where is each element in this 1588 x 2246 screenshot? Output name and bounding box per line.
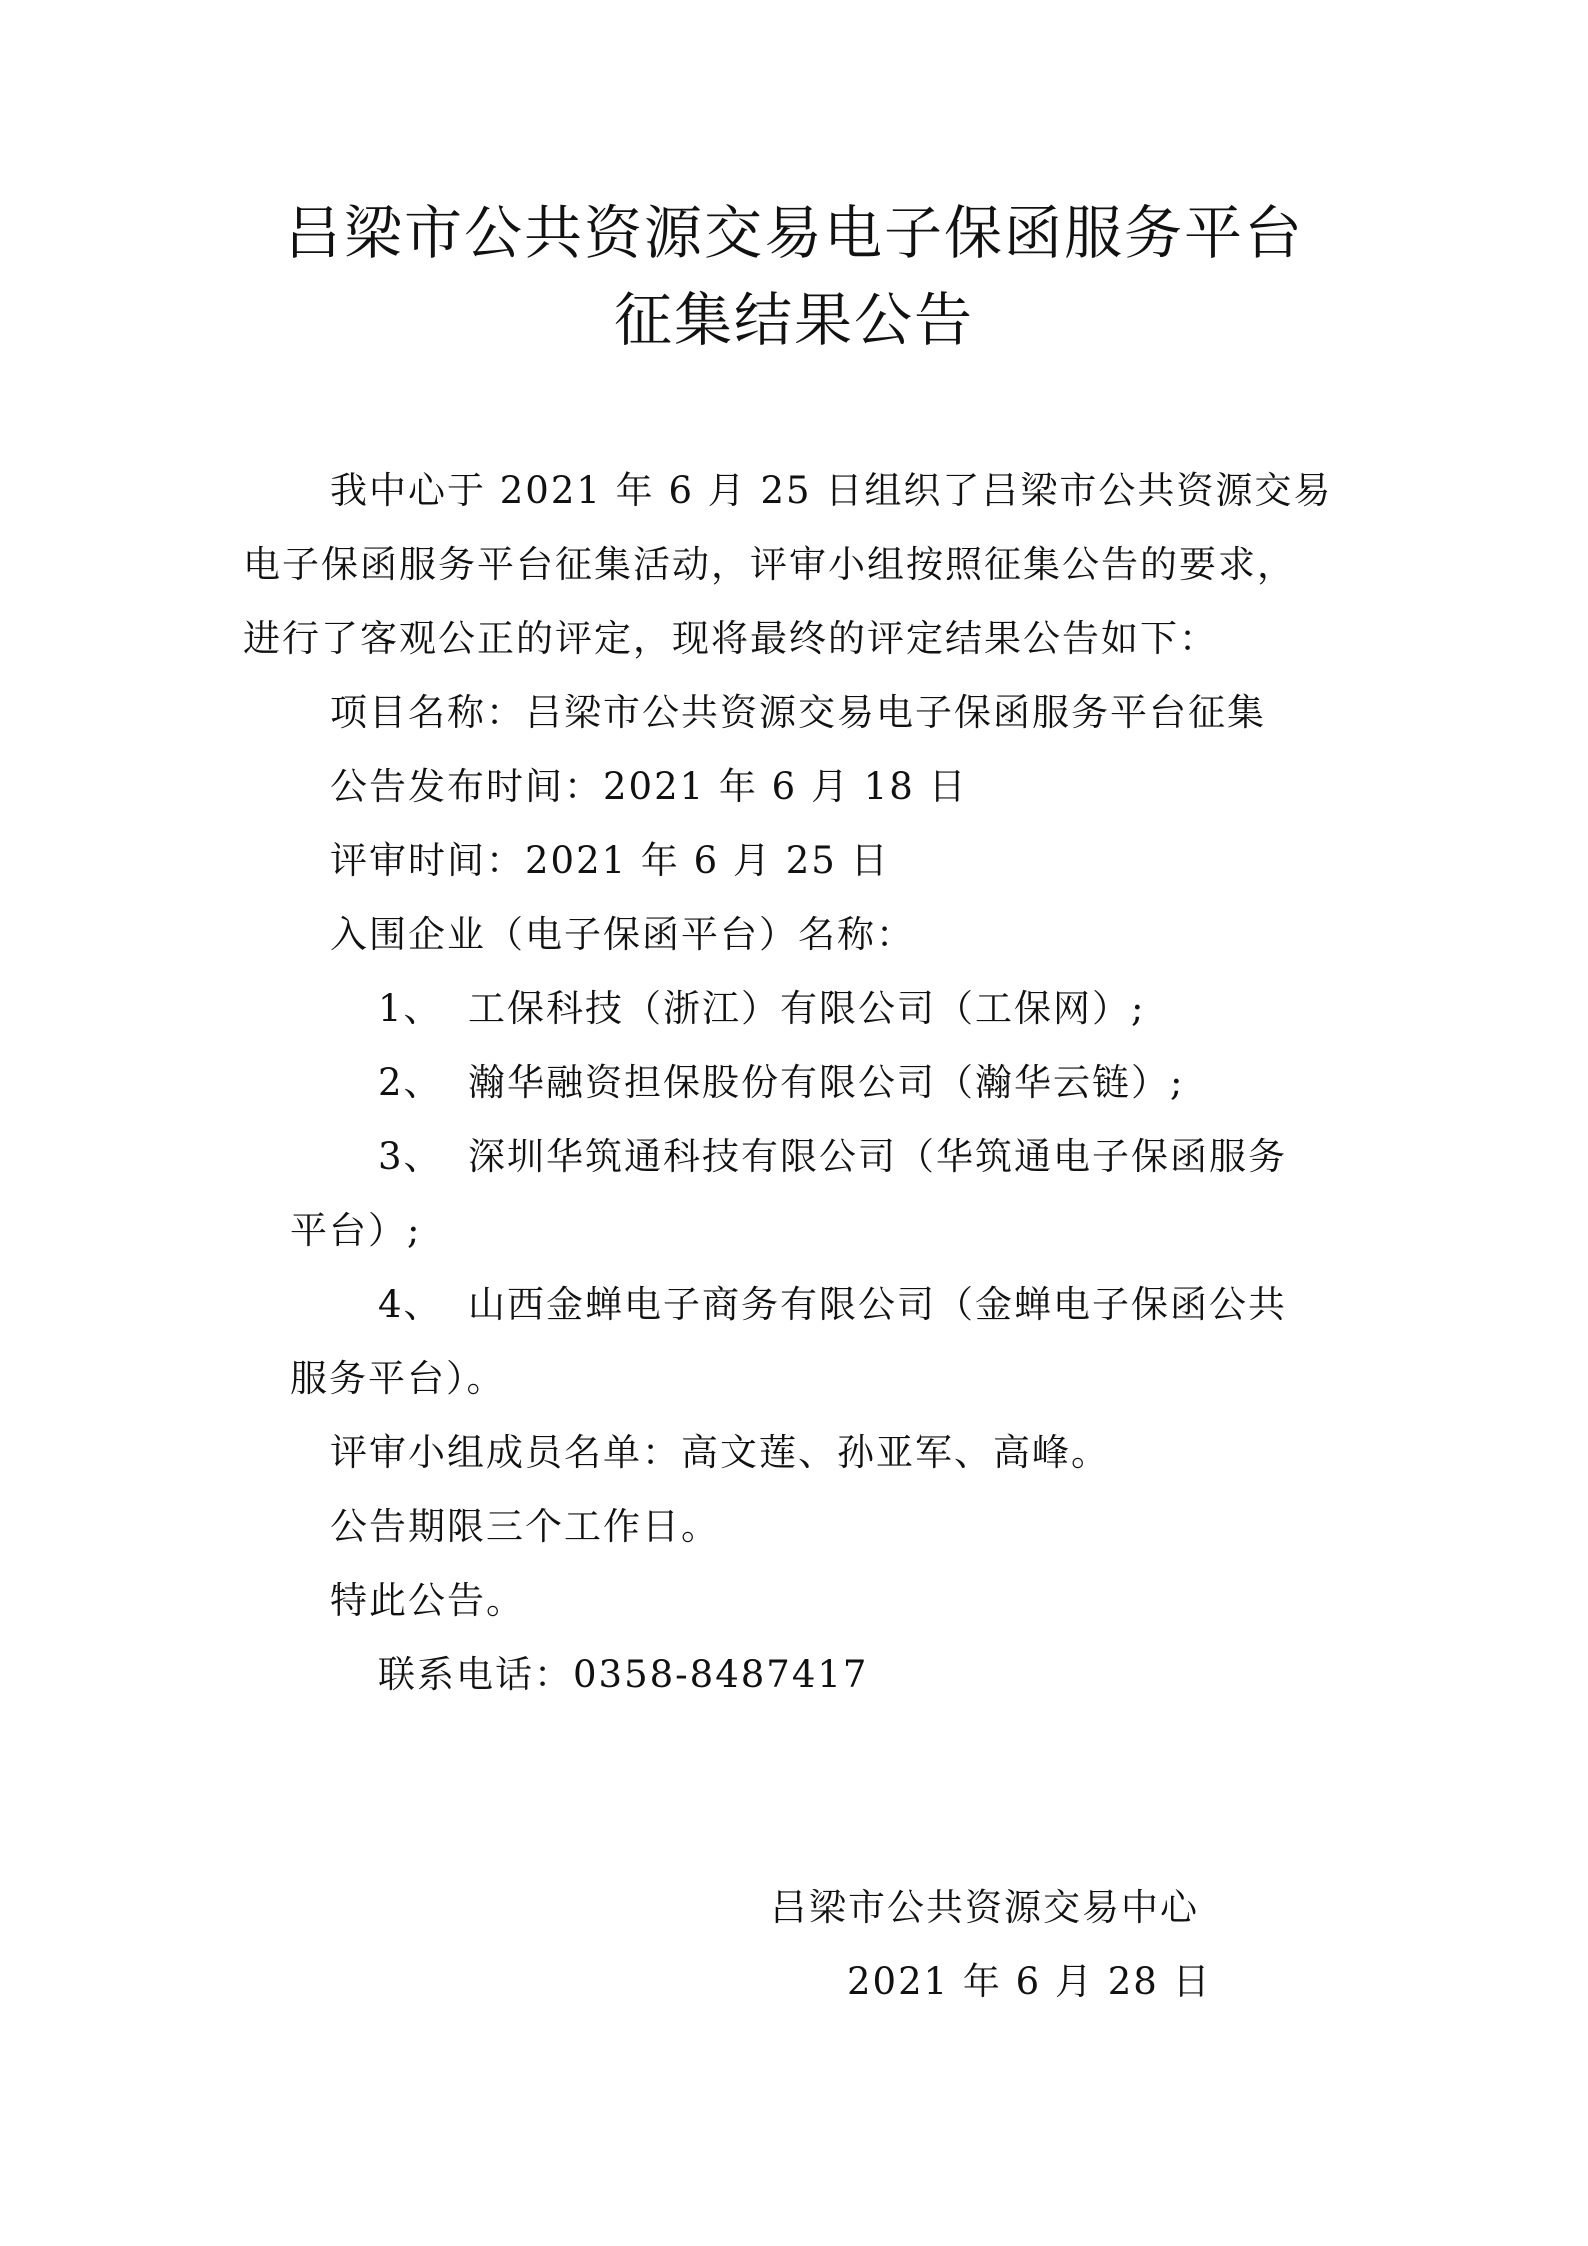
company-number: 4、 xyxy=(378,1283,443,1326)
project-name: 项目名称：吕梁市公共资源交易电子保函服务平台征集 xyxy=(330,691,1266,734)
companies-heading: 入围企业（电子保函平台）名称： xyxy=(330,913,915,956)
panel-members: 评审小组成员名单：高文莲、孙亚军、高峰。 xyxy=(330,1431,1110,1474)
intro-line-2: 电子保函服务平台征集活动，评审小组按照征集公告的要求， xyxy=(243,543,1296,586)
intro-line-1: 我中心于 2021 年 6 月 25 日组织了吕梁市公共资源交易 xyxy=(330,469,1333,512)
company-name: 深圳华筑通科技有限公司（华筑通电子保函服务 xyxy=(468,1135,1287,1178)
company-name: 瀚华融资担保股份有限公司（瀚华云链）; xyxy=(468,1061,1185,1104)
company-name-continued: 服务平台）。 xyxy=(290,1357,506,1400)
notice-period: 公告期限三个工作日。 xyxy=(330,1505,720,1548)
contact-phone: 联系电话：0358-8487417 xyxy=(378,1653,869,1696)
company-number: 1、 xyxy=(378,987,443,1030)
review-time: 评审时间：2021 年 6 月 25 日 xyxy=(330,839,890,882)
signature-date: 2021 年 6 月 28 日 xyxy=(847,1960,1212,2003)
company-name-continued: 平台）; xyxy=(290,1209,422,1252)
publish-time: 公告发布时间：2021 年 6 月 18 日 xyxy=(330,765,968,808)
company-name: 工保科技（浙江）有限公司（工保网）; xyxy=(468,987,1146,1030)
signature-organization: 吕梁市公共资源交易中心 xyxy=(770,1886,1199,1929)
company-name: 山西金蝉电子商务有限公司（金蝉电子保函公共 xyxy=(468,1283,1287,1326)
closing-remark: 特此公告。 xyxy=(330,1579,525,1622)
document-title-line2: 征集结果公告 xyxy=(613,286,974,354)
intro-line-3: 进行了客观公正的评定，现将最终的评定结果公告如下： xyxy=(243,617,1218,660)
company-number: 3、 xyxy=(378,1135,443,1178)
company-number: 2、 xyxy=(378,1061,443,1104)
document-title-line1: 吕梁市公共资源交易电子保函服务平台 xyxy=(283,199,1304,267)
